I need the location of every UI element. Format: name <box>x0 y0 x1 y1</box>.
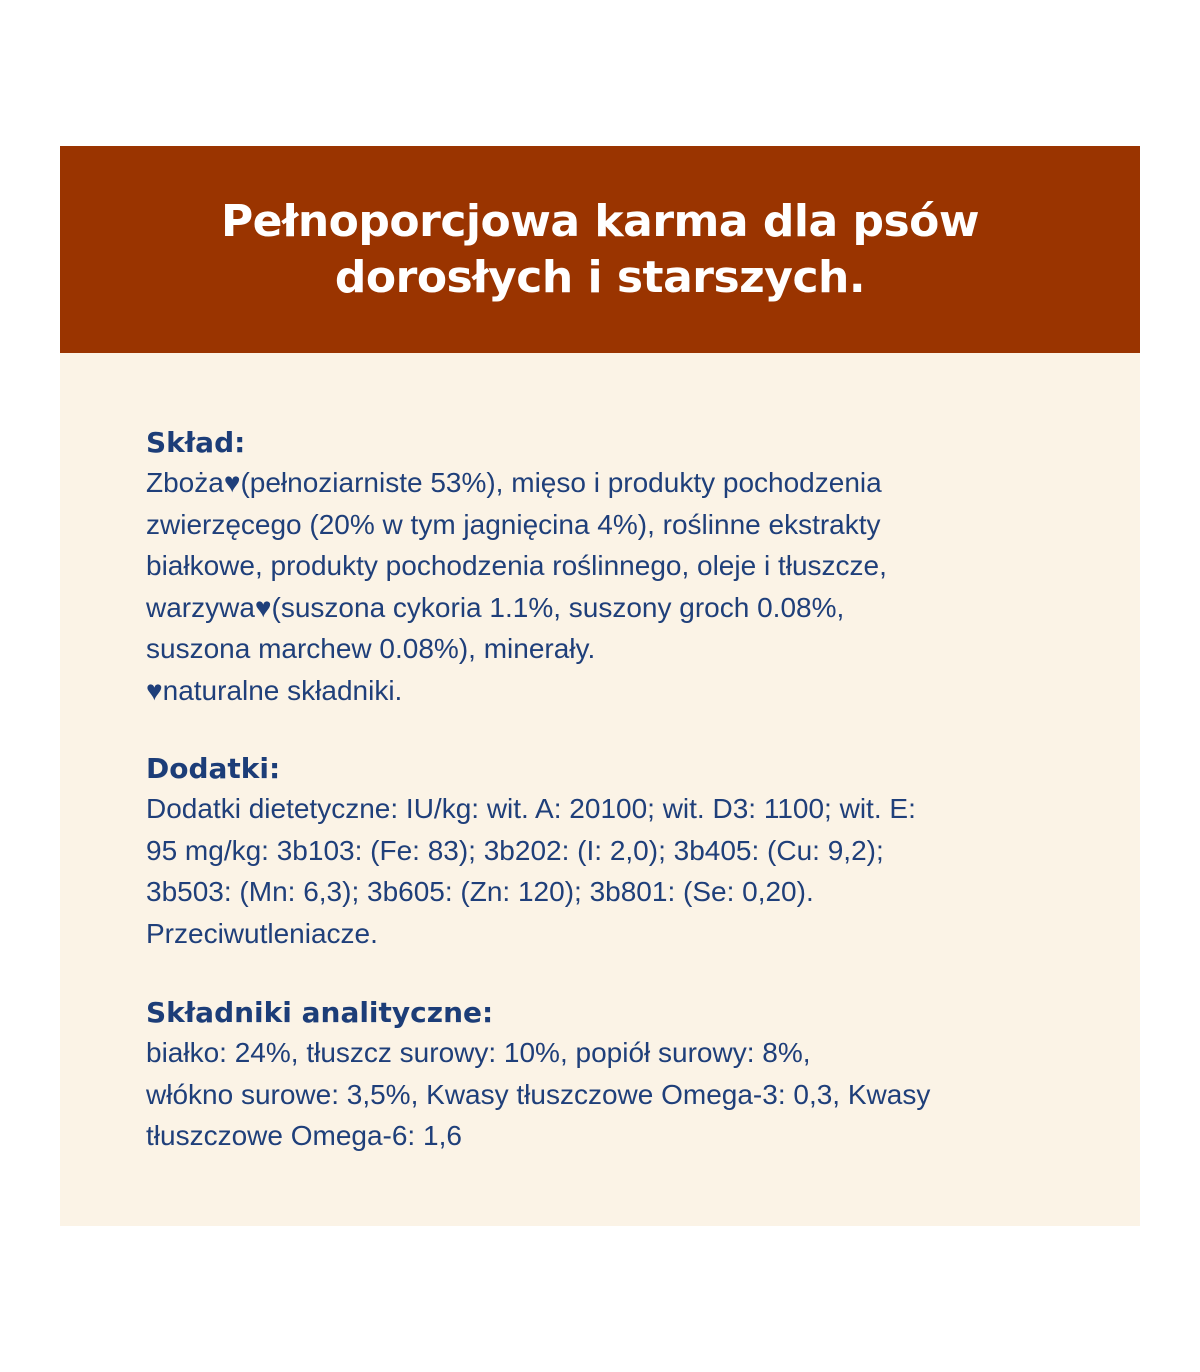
section-additives <box>146 750 916 954</box>
product-info-card <box>60 146 1140 1226</box>
page-title: Pełnoporcjowa karma dla psów dorosłych i starszych. <box>220 195 980 303</box>
section-title: Składniki analityczne: <box>146 996 494 1029</box>
section-title: Dodatki: <box>146 752 281 785</box>
section-body: Dodatki dietetyczne: IU/kg: wit. A: 20100; wit. D3: 1100; wit. E: 95 mg/kg: 3b103: (Fe: 83); 3b202: (I: 2,0); 3b405: (Cu: 9,2); 3b503: (Mn: 6,3); 3b605: (Zn: 120); 3b801: (Se: 0,20). Przeciwutleniacze. <box>146 793 916 949</box>
section-title: Skład: <box>146 426 246 459</box>
header-banner <box>60 146 1140 353</box>
section-analytical <box>146 994 930 1157</box>
section-composition <box>146 424 887 711</box>
section-body: białko: 24%, tłuszcz surowy: 10%, popiół surowy: 8%, włókno surowe: 3,5%, Kwasy tłuszczowe Omega-3: 0,3, Kwasy tłuszczowe Omega-6: 1,6 <box>146 1037 931 1151</box>
section-body: Zboża♥(pełnoziarniste 53%), mięso i produkty pochodzenia zwierzęcego (20% w tym jagnięcina 4%), roślinne ekstrakty białkowe, produkty pochodzenia roślinnego, oleje i tłuszcze, warzywa♥(suszona cykoria 1.1%, suszony groch 0.08%, suszona marchew 0.08%), minerały. ♥naturalne składniki. <box>146 467 887 706</box>
